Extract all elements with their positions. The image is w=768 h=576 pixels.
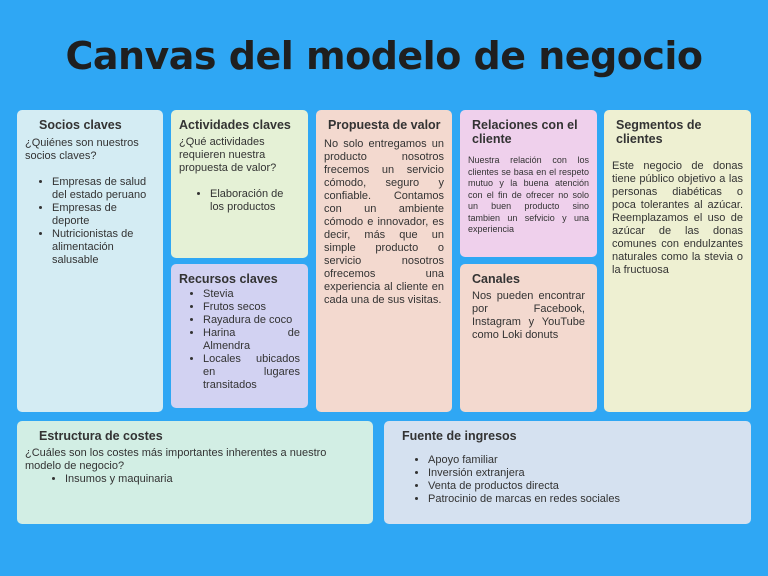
- socios-list: [25, 176, 155, 267]
- actividades-claves-box: [171, 110, 308, 258]
- relaciones-text: Nuestra relación con los clientes se basa en el respeto mutuo y la buena atención con el fin de ofrecer no solo un buen producto sino tambien un sefvicio y una experiencia: [468, 155, 589, 234]
- canales-box: [460, 264, 597, 412]
- socios-question: ¿Quiénes son nuestros socios claves?: [25, 137, 139, 162]
- canales-heading: Canales: [472, 272, 520, 286]
- list-item: • Venta de productos directa: [428, 480, 743, 493]
- list-item: • Empresas de deporte: [52, 202, 155, 228]
- list-item: • Harina de Almendra: [203, 327, 300, 353]
- actividades-heading: Actividades claves: [179, 118, 291, 132]
- costes-question: ¿Cuáles son los costes más importantes inherentes a nuestro modelo de negocio?: [25, 447, 327, 472]
- list-item: • Apoyo familiar: [428, 454, 743, 467]
- actividades-list: [179, 188, 300, 214]
- segmentos-clientes-box: [604, 110, 751, 412]
- estructura-costes-box: [17, 421, 373, 524]
- recursos-heading: Recursos claves: [179, 272, 278, 286]
- list-item: • Frutos secos: [203, 301, 300, 314]
- list-item: • Insumos y maquinaria: [65, 473, 365, 486]
- list-item: • Locales ubicados en lugares transitados: [203, 353, 300, 392]
- list-item: • Empresas de salud del estado peruano: [52, 176, 155, 202]
- list-item: • Stevia: [203, 288, 300, 301]
- socios-claves-box: [17, 110, 163, 412]
- segmentos-heading: Segmentos de clientes: [616, 118, 702, 146]
- canales-text: Nos pueden encontrar por Facebook, Instagram y YouTube como Loki donuts: [472, 290, 585, 341]
- list-item: • Rayadura de coco: [203, 314, 300, 327]
- list-item: • Nutricionistas de alimentación salusable: [52, 228, 155, 267]
- recursos-list: [179, 288, 300, 392]
- costes-list: [25, 473, 365, 486]
- propuesta-de-valor-box: [316, 110, 452, 412]
- relaciones-heading: Relaciones con el cliente: [472, 118, 578, 146]
- fuente-ingresos-box: [384, 421, 751, 524]
- propuesta-text: No solo entregamos un producto nosotros frecemos un servicio cómodo, seguro y confiable. Contamos con un ambiente cómodo e innovador, es decir, más que un simple producto o servicio nosotros ofrecemos una experiencia al cliente en cada una de sus visitas.: [324, 138, 444, 306]
- list-item: • Patrocinio de marcas en redes sociales: [428, 493, 743, 506]
- propuesta-heading: Propuesta de valor: [328, 118, 441, 132]
- segmentos-text: Este negocio de donas tiene público objetivo a las personas diabéticas o poca tolerantes al azúcar. Reemplazamos el uso de azúcar de las donas comunes con endulzantes naturales como la stevia o la fructuosa: [612, 160, 743, 276]
- list-item: • Inversión extranjera: [428, 467, 743, 480]
- costes-heading: Estructura de costes: [39, 429, 163, 443]
- actividades-question: ¿Qué actividades requieren nuestra propuesta de valor?: [179, 136, 277, 174]
- page-title: Canvas del modelo de negocio: [65, 34, 703, 78]
- relaciones-cliente-box: [460, 110, 597, 257]
- socios-heading: Socios claves: [39, 118, 122, 132]
- ingresos-list: [392, 454, 743, 506]
- list-item: • Elaboración de los productos: [210, 188, 300, 214]
- recursos-claves-box: [171, 264, 308, 408]
- ingresos-heading: Fuente de ingresos: [402, 429, 517, 443]
